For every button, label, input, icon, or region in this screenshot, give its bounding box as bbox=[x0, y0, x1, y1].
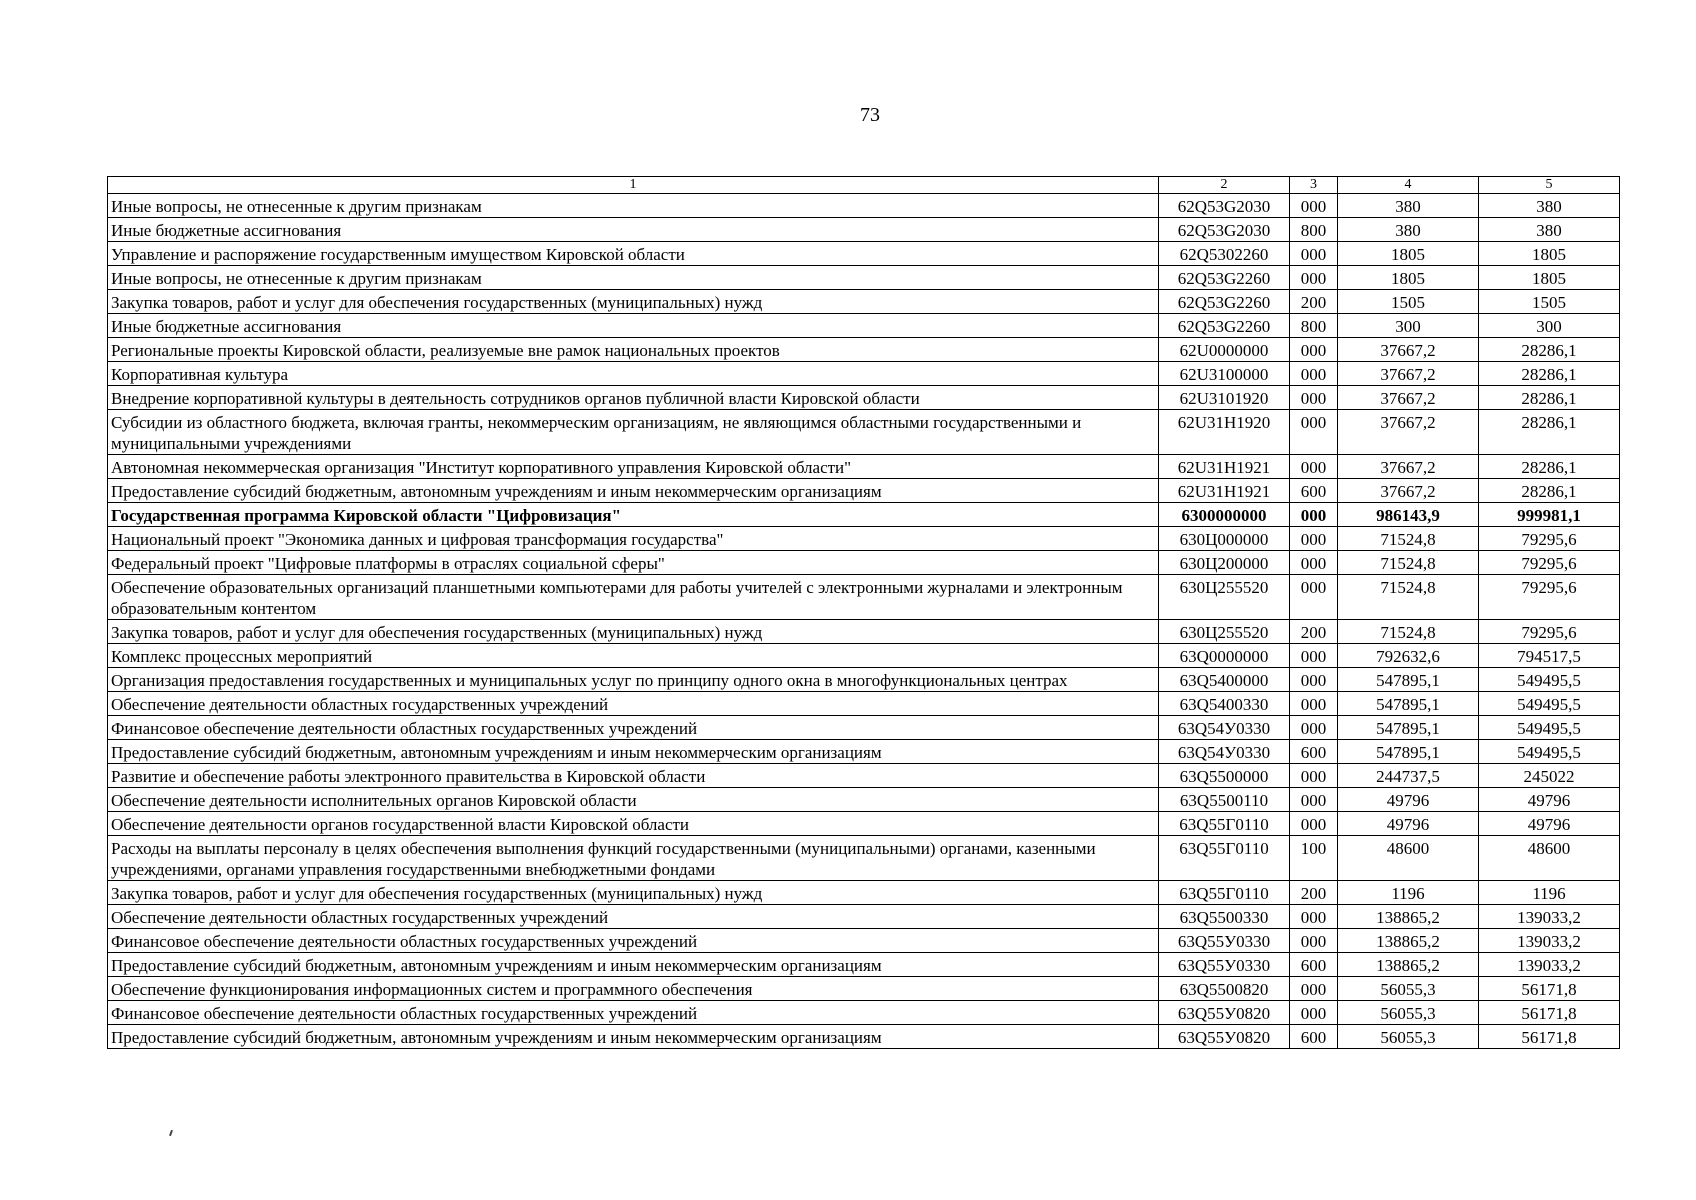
cell-name: Управление и распоряжение государственным имуществом Кировской области bbox=[108, 242, 1159, 266]
cell-code: 6300000000 bbox=[1159, 503, 1290, 527]
page-number: 73 bbox=[860, 104, 880, 126]
cell-value-4: 37667,2 bbox=[1338, 455, 1479, 479]
cell-type: 000 bbox=[1290, 362, 1338, 386]
cell-type: 600 bbox=[1290, 479, 1338, 503]
cell-code: 63Q55У0820 bbox=[1159, 1001, 1290, 1025]
budget-table bbox=[107, 176, 1620, 1049]
cell-value-5: 56171,8 bbox=[1479, 1025, 1620, 1049]
cell-code: 62U0000000 bbox=[1159, 338, 1290, 362]
table-row bbox=[108, 218, 1620, 242]
cell-name: Корпоративная культура bbox=[108, 362, 1159, 386]
cell-name: Предоставление субсидий бюджетным, автономным учреждениям и иным некоммерческим организациям bbox=[108, 740, 1159, 764]
cell-type: 000 bbox=[1290, 575, 1338, 620]
cell-type: 000 bbox=[1290, 905, 1338, 929]
cell-value-5: 28286,1 bbox=[1479, 386, 1620, 410]
table-row bbox=[108, 290, 1620, 314]
cell-type: 000 bbox=[1290, 551, 1338, 575]
cell-name: Иные бюджетные ассигнования bbox=[108, 218, 1159, 242]
cell-type: 200 bbox=[1290, 290, 1338, 314]
cell-code: 62Q53G2030 bbox=[1159, 218, 1290, 242]
cell-name: Обеспечение функционирования информационных систем и программного обеспечения bbox=[108, 977, 1159, 1001]
table-row bbox=[108, 764, 1620, 788]
cell-code: 63Q55У0330 bbox=[1159, 929, 1290, 953]
table-row bbox=[108, 788, 1620, 812]
cell-value-5: 28286,1 bbox=[1479, 455, 1620, 479]
cell-code: 62Q53G2260 bbox=[1159, 266, 1290, 290]
cell-name: Обеспечение деятельности областных государственных учреждений bbox=[108, 692, 1159, 716]
cell-type: 000 bbox=[1290, 644, 1338, 668]
cell-value-5: 999981,1 bbox=[1479, 503, 1620, 527]
cell-value-4: 49796 bbox=[1338, 788, 1479, 812]
cell-type: 000 bbox=[1290, 764, 1338, 788]
cell-value-5: 79295,6 bbox=[1479, 575, 1620, 620]
cell-code: 62Q5302260 bbox=[1159, 242, 1290, 266]
cell-value-5: 79295,6 bbox=[1479, 620, 1620, 644]
cell-value-5: 1805 bbox=[1479, 266, 1620, 290]
table-row bbox=[108, 716, 1620, 740]
cell-code: 62U3100000 bbox=[1159, 362, 1290, 386]
cell-code: 63Q5400330 bbox=[1159, 692, 1290, 716]
cell-code: 63Q54У0330 bbox=[1159, 716, 1290, 740]
cell-name: Развитие и обеспечение работы электронного правительства в Кировской области bbox=[108, 764, 1159, 788]
cell-type: 800 bbox=[1290, 218, 1338, 242]
cell-type: 000 bbox=[1290, 929, 1338, 953]
cell-code: 63Q55У0330 bbox=[1159, 953, 1290, 977]
cell-type: 000 bbox=[1290, 692, 1338, 716]
table-row bbox=[108, 551, 1620, 575]
cell-value-5: 794517,5 bbox=[1479, 644, 1620, 668]
cell-value-4: 547895,1 bbox=[1338, 668, 1479, 692]
cell-value-5: 56171,8 bbox=[1479, 977, 1620, 1001]
table-row bbox=[108, 668, 1620, 692]
column-header-value-4: 4 bbox=[1338, 177, 1479, 194]
cell-code: 63Q5500110 bbox=[1159, 788, 1290, 812]
cell-code: 62Q53G2260 bbox=[1159, 290, 1290, 314]
cell-code: 62Q53G2260 bbox=[1159, 314, 1290, 338]
cell-type: 600 bbox=[1290, 740, 1338, 764]
cell-name: Закупка товаров, работ и услуг для обеспечения государственных (муниципальных) нужд bbox=[108, 881, 1159, 905]
cell-name: Федеральный проект "Цифровые платформы в отраслях социальной сферы" bbox=[108, 551, 1159, 575]
cell-type: 000 bbox=[1290, 977, 1338, 1001]
cell-name: Финансовое обеспечение деятельности областных государственных учреждений bbox=[108, 1001, 1159, 1025]
cell-type: 000 bbox=[1290, 1001, 1338, 1025]
cell-name: Обеспечение деятельности органов государственной власти Кировской области bbox=[108, 812, 1159, 836]
cell-type: 000 bbox=[1290, 668, 1338, 692]
cell-name: Комплекс процессных мероприятий bbox=[108, 644, 1159, 668]
cell-name: Организация предоставления государственных и муниципальных услуг по принципу одного окна в многофункциональных центрах bbox=[108, 668, 1159, 692]
cell-type: 000 bbox=[1290, 812, 1338, 836]
table-row bbox=[108, 1025, 1620, 1049]
table-row bbox=[108, 929, 1620, 953]
cell-code: 630Ц255520 bbox=[1159, 575, 1290, 620]
cell-name: Закупка товаров, работ и услуг для обеспечения государственных (муниципальных) нужд bbox=[108, 290, 1159, 314]
table-row bbox=[108, 977, 1620, 1001]
cell-value-5: 1505 bbox=[1479, 290, 1620, 314]
cell-code: 63Q5500820 bbox=[1159, 977, 1290, 1001]
cell-type: 600 bbox=[1290, 953, 1338, 977]
cell-value-4: 547895,1 bbox=[1338, 740, 1479, 764]
cell-value-5: 139033,2 bbox=[1479, 953, 1620, 977]
cell-type: 200 bbox=[1290, 881, 1338, 905]
cell-code: 630Ц255520 bbox=[1159, 620, 1290, 644]
table-row bbox=[108, 479, 1620, 503]
cell-code: 62U31H1920 bbox=[1159, 410, 1290, 455]
cell-name: Обеспечение деятельности областных государственных учреждений bbox=[108, 905, 1159, 929]
cell-value-5: 139033,2 bbox=[1479, 905, 1620, 929]
cell-value-4: 56055,3 bbox=[1338, 1001, 1479, 1025]
cell-value-4: 300 bbox=[1338, 314, 1479, 338]
cell-code: 630Ц000000 bbox=[1159, 527, 1290, 551]
cell-value-4: 37667,2 bbox=[1338, 338, 1479, 362]
cell-type: 000 bbox=[1290, 242, 1338, 266]
cell-value-4: 37667,2 bbox=[1338, 386, 1479, 410]
cell-value-4: 71524,8 bbox=[1338, 551, 1479, 575]
cell-type: 000 bbox=[1290, 503, 1338, 527]
table-row bbox=[108, 410, 1620, 455]
cell-value-4: 56055,3 bbox=[1338, 977, 1479, 1001]
cell-type: 000 bbox=[1290, 788, 1338, 812]
cell-code: 630Ц200000 bbox=[1159, 551, 1290, 575]
cell-type: 000 bbox=[1290, 338, 1338, 362]
cell-value-5: 28286,1 bbox=[1479, 410, 1620, 455]
table-row bbox=[108, 905, 1620, 929]
cell-value-5: 79295,6 bbox=[1479, 527, 1620, 551]
table-row bbox=[108, 314, 1620, 338]
cell-value-5: 139033,2 bbox=[1479, 929, 1620, 953]
cell-name: Региональные проекты Кировской области, реализуемые вне рамок национальных проектов bbox=[108, 338, 1159, 362]
table-row bbox=[108, 1001, 1620, 1025]
cell-type: 000 bbox=[1290, 266, 1338, 290]
cell-value-5: 549495,5 bbox=[1479, 716, 1620, 740]
table-row bbox=[108, 953, 1620, 977]
cell-value-4: 380 bbox=[1338, 218, 1479, 242]
cell-value-5: 549495,5 bbox=[1479, 668, 1620, 692]
cell-value-4: 37667,2 bbox=[1338, 410, 1479, 455]
table-row bbox=[108, 503, 1620, 527]
cell-code: 63Q0000000 bbox=[1159, 644, 1290, 668]
table-header-row bbox=[108, 177, 1620, 194]
cell-code: 63Q55Г0110 bbox=[1159, 881, 1290, 905]
cell-name: Закупка товаров, работ и услуг для обеспечения государственных (муниципальных) нужд bbox=[108, 620, 1159, 644]
cell-name: Субсидии из областного бюджета, включая гранты, некоммерческим организациям, не являющимся областными государственными и муниципальными учреждениями bbox=[108, 410, 1159, 455]
column-header-name: 1 bbox=[108, 177, 1159, 194]
cell-value-4: 71524,8 bbox=[1338, 575, 1479, 620]
cell-type: 000 bbox=[1290, 410, 1338, 455]
cell-code: 62U31H1921 bbox=[1159, 479, 1290, 503]
cell-value-4: 244737,5 bbox=[1338, 764, 1479, 788]
cell-value-4: 37667,2 bbox=[1338, 362, 1479, 386]
cell-value-4: 380 bbox=[1338, 194, 1479, 218]
cell-value-4: 49796 bbox=[1338, 812, 1479, 836]
cell-value-5: 380 bbox=[1479, 194, 1620, 218]
cell-name: Иные вопросы, не отнесенные к другим признакам bbox=[108, 194, 1159, 218]
cell-value-4: 986143,9 bbox=[1338, 503, 1479, 527]
cell-value-4: 71524,8 bbox=[1338, 620, 1479, 644]
cell-name: Национальный проект "Экономика данных и цифровая трансформация государства" bbox=[108, 527, 1159, 551]
cell-value-4: 1805 bbox=[1338, 242, 1479, 266]
cell-name: Предоставление субсидий бюджетным, автономным учреждениям и иным некоммерческим организациям bbox=[108, 479, 1159, 503]
table-row bbox=[108, 194, 1620, 218]
cell-value-5: 49796 bbox=[1479, 812, 1620, 836]
table-row bbox=[108, 644, 1620, 668]
cell-type: 600 bbox=[1290, 1025, 1338, 1049]
cell-name: Финансовое обеспечение деятельности областных государственных учреждений bbox=[108, 929, 1159, 953]
cell-value-5: 380 bbox=[1479, 218, 1620, 242]
cell-value-5: 1805 bbox=[1479, 242, 1620, 266]
cell-code: 63Q5500000 bbox=[1159, 764, 1290, 788]
cell-value-4: 37667,2 bbox=[1338, 479, 1479, 503]
table-row bbox=[108, 692, 1620, 716]
cell-code: 63Q54У0330 bbox=[1159, 740, 1290, 764]
cell-name: Предоставление субсидий бюджетным, автономным учреждениям и иным некоммерческим организациям bbox=[108, 1025, 1159, 1049]
cell-value-4: 138865,2 bbox=[1338, 905, 1479, 929]
cell-name: Предоставление субсидий бюджетным, автономным учреждениям и иным некоммерческим организациям bbox=[108, 953, 1159, 977]
cell-value-5: 48600 bbox=[1479, 836, 1620, 881]
cell-value-5: 79295,6 bbox=[1479, 551, 1620, 575]
cell-value-4: 1505 bbox=[1338, 290, 1479, 314]
cell-code: 63Q55У0820 bbox=[1159, 1025, 1290, 1049]
cell-name: Расходы на выплаты персоналу в целях обеспечения выполнения функций государственными (муниципальными) органами, казенными учреждениями, органами управления государственными внебюджетными фондами bbox=[108, 836, 1159, 881]
table-row bbox=[108, 527, 1620, 551]
scan-mark bbox=[169, 1130, 173, 1136]
cell-name: Иные бюджетные ассигнования bbox=[108, 314, 1159, 338]
cell-code: 63Q55Г0110 bbox=[1159, 836, 1290, 881]
cell-type: 000 bbox=[1290, 386, 1338, 410]
cell-type: 000 bbox=[1290, 455, 1338, 479]
cell-code: 62Q53G2030 bbox=[1159, 194, 1290, 218]
cell-code: 62U31H1921 bbox=[1159, 455, 1290, 479]
cell-name: Внедрение корпоративной культуры в деятельность сотрудников органов публичной власти Кировской области bbox=[108, 386, 1159, 410]
cell-value-4: 547895,1 bbox=[1338, 716, 1479, 740]
table-row bbox=[108, 881, 1620, 905]
cell-value-4: 71524,8 bbox=[1338, 527, 1479, 551]
cell-value-4: 1196 bbox=[1338, 881, 1479, 905]
cell-value-4: 48600 bbox=[1338, 836, 1479, 881]
cell-value-5: 28286,1 bbox=[1479, 479, 1620, 503]
column-header-value-5: 5 bbox=[1479, 177, 1620, 194]
table-row bbox=[108, 812, 1620, 836]
table-body bbox=[108, 194, 1620, 1049]
table-row bbox=[108, 620, 1620, 644]
cell-name: Автономная некоммерческая организация "Институт корпоративного управления Кировской области" bbox=[108, 455, 1159, 479]
cell-value-4: 138865,2 bbox=[1338, 929, 1479, 953]
cell-type: 000 bbox=[1290, 716, 1338, 740]
cell-value-5: 245022 bbox=[1479, 764, 1620, 788]
cell-type: 800 bbox=[1290, 314, 1338, 338]
cell-type: 200 bbox=[1290, 620, 1338, 644]
cell-value-5: 1196 bbox=[1479, 881, 1620, 905]
cell-value-5: 549495,5 bbox=[1479, 740, 1620, 764]
table-row bbox=[108, 362, 1620, 386]
cell-name: Обеспечение образовательных организаций планшетными компьютерами для работы учителей с электронными журналами и электронным образовательным контентом bbox=[108, 575, 1159, 620]
column-header-code: 2 bbox=[1159, 177, 1290, 194]
column-header-type: 3 bbox=[1290, 177, 1338, 194]
cell-value-4: 792632,6 bbox=[1338, 644, 1479, 668]
cell-value-5: 49796 bbox=[1479, 788, 1620, 812]
cell-name: Государственная программа Кировской области "Цифровизация" bbox=[108, 503, 1159, 527]
cell-value-4: 138865,2 bbox=[1338, 953, 1479, 977]
cell-value-5: 300 bbox=[1479, 314, 1620, 338]
table-row bbox=[108, 386, 1620, 410]
cell-value-4: 56055,3 bbox=[1338, 1025, 1479, 1049]
cell-type: 000 bbox=[1290, 527, 1338, 551]
cell-code: 63Q55Г0110 bbox=[1159, 812, 1290, 836]
cell-value-5: 28286,1 bbox=[1479, 338, 1620, 362]
table-row bbox=[108, 266, 1620, 290]
cell-value-5: 56171,8 bbox=[1479, 1001, 1620, 1025]
cell-code: 63Q5500330 bbox=[1159, 905, 1290, 929]
cell-type: 100 bbox=[1290, 836, 1338, 881]
table-row bbox=[108, 575, 1620, 620]
table-row bbox=[108, 836, 1620, 881]
cell-name: Иные вопросы, не отнесенные к другим признакам bbox=[108, 266, 1159, 290]
table-row bbox=[108, 455, 1620, 479]
cell-code: 63Q5400000 bbox=[1159, 668, 1290, 692]
table-row bbox=[108, 740, 1620, 764]
cell-code: 62U3101920 bbox=[1159, 386, 1290, 410]
cell-name: Обеспечение деятельности исполнительных органов Кировской области bbox=[108, 788, 1159, 812]
cell-value-5: 28286,1 bbox=[1479, 362, 1620, 386]
cell-value-5: 549495,5 bbox=[1479, 692, 1620, 716]
table-row bbox=[108, 242, 1620, 266]
table-row bbox=[108, 338, 1620, 362]
cell-name: Финансовое обеспечение деятельности областных государственных учреждений bbox=[108, 716, 1159, 740]
cell-value-4: 547895,1 bbox=[1338, 692, 1479, 716]
cell-value-4: 1805 bbox=[1338, 266, 1479, 290]
cell-type: 000 bbox=[1290, 194, 1338, 218]
